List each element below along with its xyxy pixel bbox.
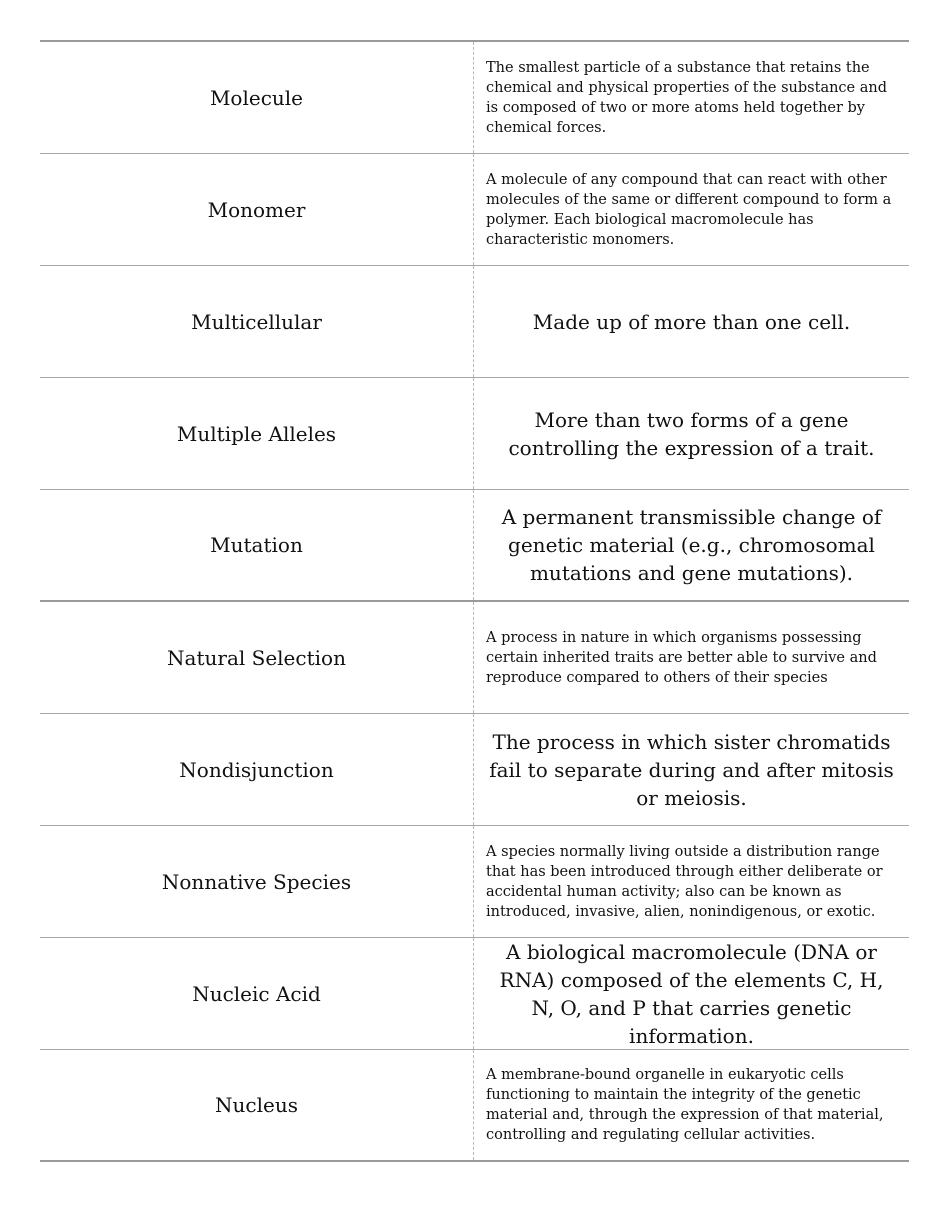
table-row	[40, 938, 909, 1050]
definition-text: A species normally living outside a distribution range that has been introduced through either deliberate or accidental human activity; also can be known as introduced, invasive, alien, nonindigenous, or exotic.	[486, 843, 883, 920]
definition-text: Made up of more than one cell.	[532, 309, 851, 334]
term-text: Monomer	[207, 197, 306, 222]
table-row	[40, 826, 909, 938]
term-text: Natural Selection	[167, 645, 346, 670]
definition-cell	[474, 266, 909, 377]
term-text: Multicellular	[191, 309, 322, 334]
term-text: Nucleus	[215, 1093, 298, 1117]
definition-cell	[474, 602, 909, 713]
definition-cell	[474, 490, 909, 600]
definition-cell	[474, 1050, 909, 1160]
definition-text: A molecule of any compound that can react with other molecules of the same or different compound to form a polymer. Each biological macromolecule has characteristic monomers.	[486, 171, 892, 248]
term-text: Multiple Alleles	[176, 421, 337, 446]
term-text: Molecule	[209, 85, 304, 110]
definition-cell	[474, 714, 909, 825]
definition-text: A process in nature in which organisms possessing certain inherited traits are better able to survive and reproduce compared to others of their species	[486, 629, 877, 686]
term-cell	[40, 938, 474, 1049]
table-row	[40, 42, 909, 154]
term-text: Nucleic Acid	[192, 981, 321, 1006]
table-row	[40, 1050, 909, 1162]
term-text: Mutation	[210, 533, 303, 557]
definition-cell	[474, 378, 909, 489]
term-text: Nondisjunction	[179, 757, 334, 782]
definition-text: A membrane-bound organelle in eukaryotic cells functioning to maintain the integrity of the genetic material and, through the expression of that material, controlling and regulating cellular activities.	[486, 1067, 884, 1143]
term-cell	[40, 602, 474, 713]
term-cell	[40, 490, 474, 600]
table-row	[40, 154, 909, 266]
term-text: Nonnative Species	[161, 869, 352, 894]
term-cell	[40, 378, 474, 489]
table-row	[40, 714, 909, 826]
definition-text: More than two forms of a gene controlling the expression of a trait.	[508, 407, 875, 460]
definition-cell	[474, 154, 909, 265]
term-cell	[40, 154, 474, 265]
definition-cell	[474, 938, 909, 1049]
table-row	[40, 266, 909, 378]
table-row	[40, 378, 909, 490]
term-cell	[40, 1050, 474, 1160]
term-cell	[40, 826, 474, 937]
table-row	[40, 490, 909, 602]
definition-text: A permanent transmissible change of genetic material (e.g., chromosomal mutations and gene mutations).	[501, 505, 882, 585]
term-cell	[40, 714, 474, 825]
definition-text: The smallest particle of a substance that retains the chemical and physical properties of the substance and is composed of two or more atoms held together by chemical forces.	[486, 59, 888, 136]
vocabulary-card-table	[40, 40, 909, 1162]
definition-text: A biological macromolecule (DNA or RNA) composed of the elements C, H, N, O, and P that carries genetic information.	[499, 939, 884, 1048]
term-cell	[40, 266, 474, 377]
definition-text: The process in which sister chromatids fail to separate during and after mitosis or meiosis.	[489, 729, 894, 810]
term-cell	[40, 42, 474, 153]
definition-cell	[474, 826, 909, 937]
table-row	[40, 602, 909, 714]
definition-cell	[474, 42, 909, 153]
